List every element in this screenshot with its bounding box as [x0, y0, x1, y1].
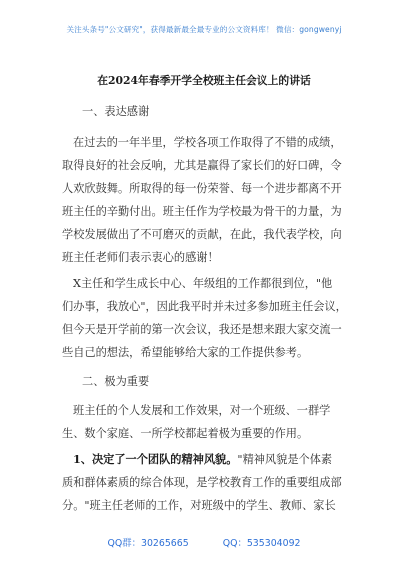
- paragraph-line: X主任和学生成长中心、年级组的工作都很到位，"他: [73, 277, 333, 290]
- paragraph-line: 班主任的个人发展和工作效果，对一个班级、一群学: [73, 404, 331, 417]
- point-1-line: [73, 451, 332, 467]
- section-heading-1: 一、表达感谢: [82, 105, 150, 118]
- paragraph-line: 生、数个家庭、一所学校都起着极为重要的作用。: [62, 427, 309, 440]
- document-title: 在2024年春季开学全校班主任会议上的讲话: [97, 74, 311, 87]
- paragraph-line: 们办事，我放心"，因此我平时并未过多参加班主任会议，: [62, 300, 347, 313]
- paragraph-line: 班主任的辛勤付出。班主任作为学校最为骨干的力量，为: [62, 205, 342, 218]
- point-1-lead: 1、决定了一个团队的精神风貌。: [73, 452, 238, 466]
- paragraph-line: 学校发展做出了不可磨灭的贡献，在此，我代表学校，向: [62, 228, 342, 241]
- footer-qq: QQ：535304092: [222, 538, 301, 549]
- paragraph-line: 取得良好的社会反响，尤其是赢得了家长们的好口碑，令: [62, 159, 342, 172]
- paragraph-line: 在过去的一年半里，学校各项工作取得了不错的成绩，: [73, 136, 342, 149]
- paragraph-line: 质和群体素质的综合体现，是学校教育工作的重要组成部: [62, 476, 342, 489]
- paragraph-line: 但今天是开学前的第一次会议，我还是想来跟大家交流一: [62, 323, 342, 336]
- paragraph-line: 班主任老师们表示衷心的感谢！: [62, 251, 219, 264]
- point-1-rest: "精神风貌是个体素: [237, 453, 333, 466]
- footer-qq-group: QQ群：30265665: [107, 538, 189, 549]
- paragraph-line: 分。"班主任老师的工作，对班级中的学生、教师、家长: [62, 499, 336, 512]
- paragraph-line: 些自己的想法，希望能够给大家的工作提供参考。: [62, 346, 309, 359]
- section-heading-2: 二、极为重要: [82, 375, 150, 388]
- header-banner: 关注头条号"公文研究"，获得最新最全最专业的公文资料库！ 微信：gongwenyj: [66, 25, 342, 34]
- footer-contacts: [0, 535, 408, 549]
- paragraph-line: 人欢欣鼓舞。所取得的每一份荣誉、每一个进步都离不开: [62, 182, 342, 195]
